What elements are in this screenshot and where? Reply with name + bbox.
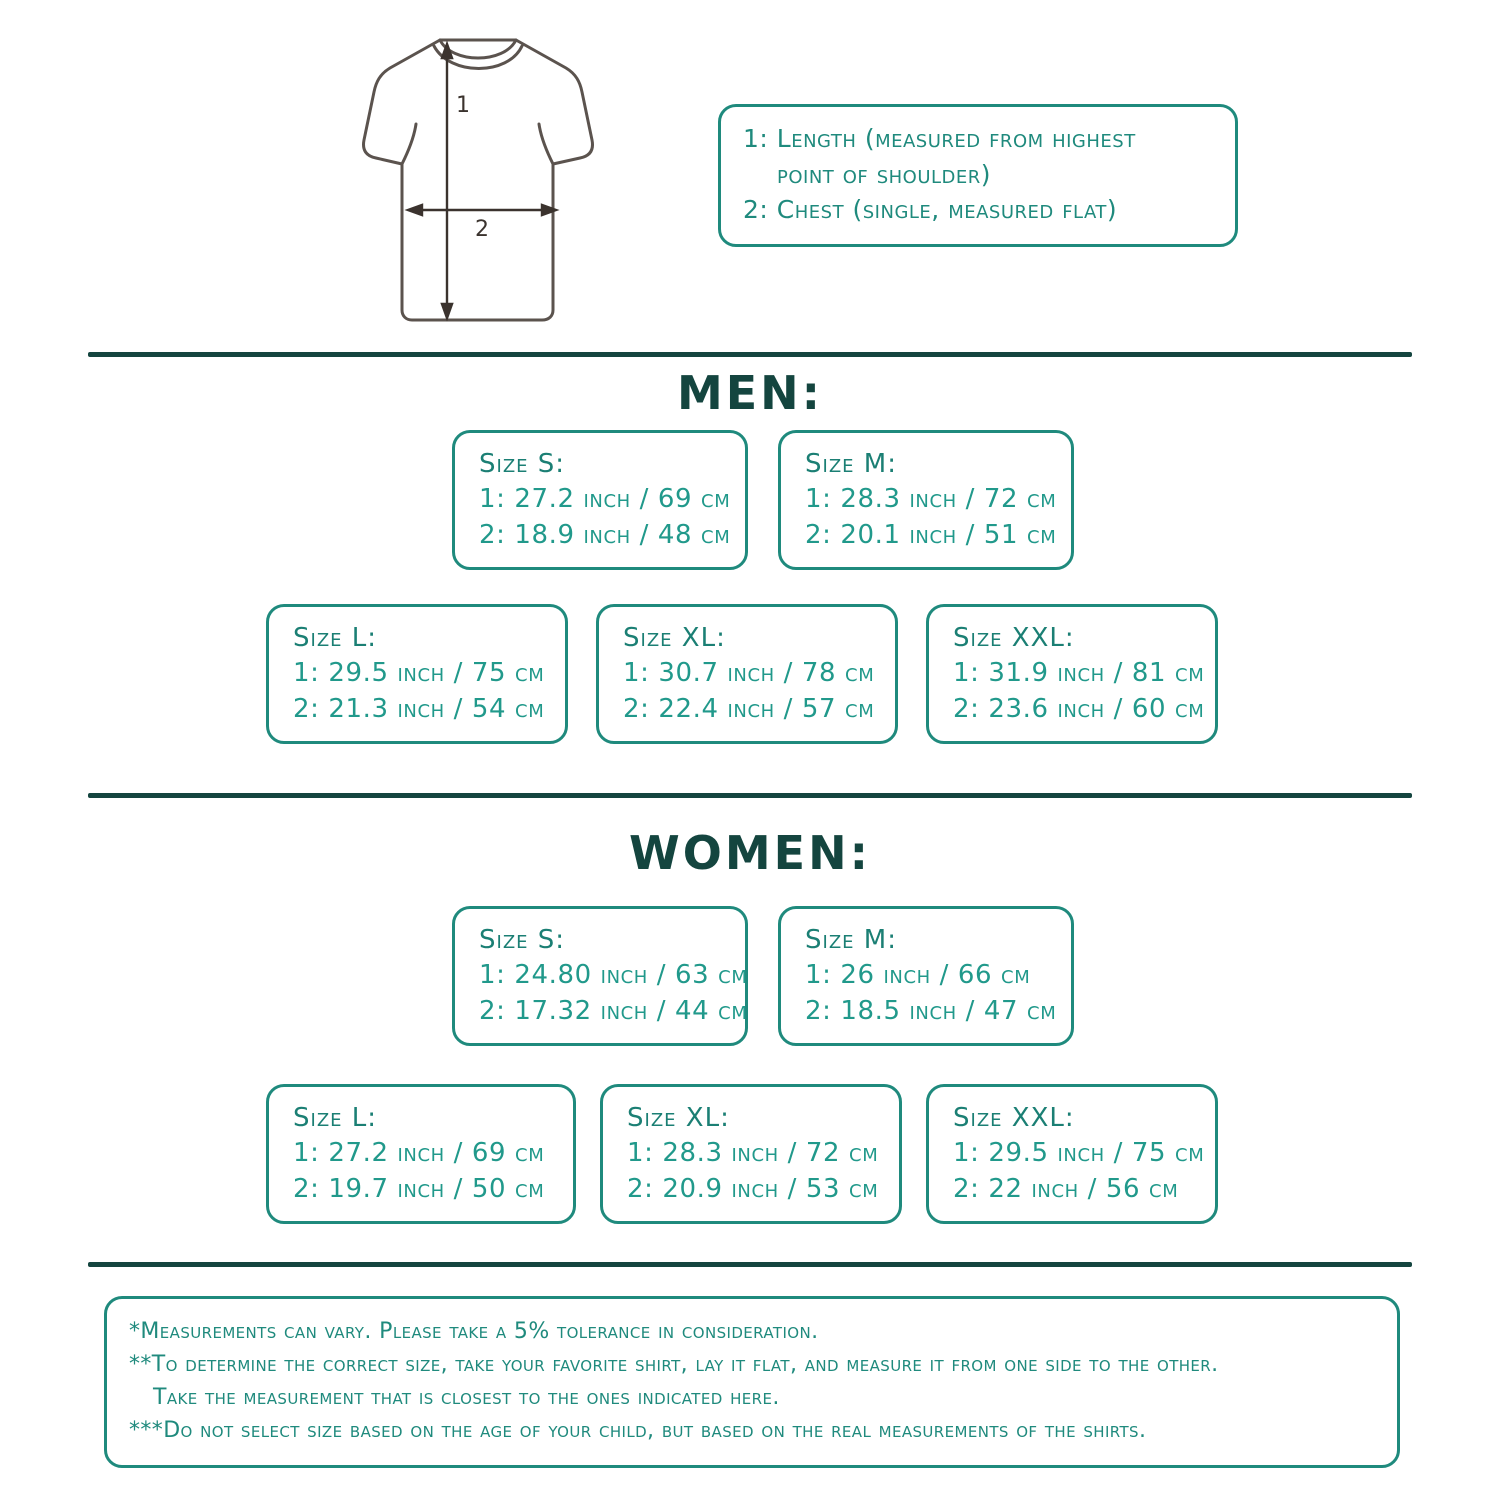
- chest-measurement: 2: 22 inch / 56 cm: [953, 1173, 1179, 1204]
- size-label: Size M:: [805, 449, 897, 479]
- diagram-label-length: 1: [456, 93, 470, 118]
- length-measurement: 1: 27.2 inch / 69 cm: [479, 484, 731, 515]
- legend-line-3: 2: Chest (single, measured flat): [743, 195, 1118, 224]
- size-label: Size L:: [293, 1103, 378, 1133]
- footnote-1: *Measurements can vary. Please take a 5% tolerance in consideration.: [129, 1319, 819, 1344]
- chest-measurement: 2: 19.7 inch / 50 cm: [293, 1173, 545, 1204]
- size-card-women-s: [452, 906, 748, 1046]
- chest-measurement: 2: 18.9 inch / 48 cm: [479, 519, 731, 550]
- footnote-2: **To determine the correct size, take your favorite shirt, lay it flat, and measure it from one side to the other.: [129, 1352, 1219, 1377]
- legend-line-1: 1: Length (measured from highest: [743, 124, 1136, 153]
- legend-box: [718, 104, 1238, 247]
- size-card-women-xl: [600, 1084, 902, 1224]
- chest-measurement: 2: 17.32 inch / 44 cm: [479, 995, 748, 1026]
- chest-measurement: 2: 20.9 inch / 53 cm: [627, 1173, 879, 1204]
- size-label: Size S:: [479, 925, 566, 955]
- size-card-women-xxl: [926, 1084, 1218, 1224]
- size-label: Size M:: [805, 925, 897, 955]
- legend-line-2: point of shoulder): [777, 159, 992, 189]
- length-measurement: 1: 24.80 inch / 63 cm: [479, 960, 748, 991]
- footnote-3: ***Do not select size based on the age of your child, but based on the real measurements of the shirts.: [129, 1418, 1147, 1443]
- size-label: Size XXL:: [953, 623, 1075, 653]
- size-label: Size XL:: [627, 1103, 730, 1133]
- chest-measurement: 2: 21.3 inch / 54 cm: [293, 693, 545, 724]
- size-card-men-xl: [596, 604, 898, 744]
- divider-bottom: [88, 1262, 1412, 1267]
- length-measurement: 1: 28.3 inch / 72 cm: [805, 484, 1057, 515]
- size-card-men-xxl: [926, 604, 1218, 744]
- length-measurement: 1: 28.3 inch / 72 cm: [627, 1138, 879, 1169]
- tshirt-diagram: [330, 20, 650, 330]
- size-label: Size L:: [293, 623, 378, 653]
- size-card-men-m: [778, 430, 1074, 570]
- section-title-men: MEN:: [676, 366, 824, 420]
- length-measurement: 1: 26 inch / 66 cm: [805, 960, 1031, 991]
- size-label: Size XXL:: [953, 1103, 1075, 1133]
- length-measurement: 1: 29.5 inch / 75 cm: [953, 1138, 1205, 1169]
- section-title-women: WOMEN:: [629, 826, 871, 880]
- footnote-2-continued: Take the measurement that is closest to the ones indicated here.: [153, 1385, 780, 1410]
- length-measurement: 1: 30.7 inch / 78 cm: [623, 658, 875, 689]
- length-measurement: 1: 31.9 inch / 81 cm: [953, 658, 1205, 689]
- chest-measurement: 2: 22.4 inch / 57 cm: [623, 693, 875, 724]
- size-card-men-s: [452, 430, 748, 570]
- length-measurement: 1: 29.5 inch / 75 cm: [293, 658, 545, 689]
- chest-measurement: 2: 18.5 inch / 47 cm: [805, 995, 1057, 1026]
- divider-top: [88, 352, 1412, 357]
- chest-measurement: 2: 20.1 inch / 51 cm: [805, 519, 1057, 550]
- chest-measurement: 2: 23.6 inch / 60 cm: [953, 693, 1205, 724]
- legend-area: [0, 0, 1500, 348]
- size-label: Size XL:: [623, 623, 726, 653]
- size-card-women-m: [778, 906, 1074, 1046]
- footnotes-box: [104, 1296, 1400, 1468]
- size-card-women-l: [266, 1084, 576, 1224]
- length-measurement: 1: 27.2 inch / 69 cm: [293, 1138, 545, 1169]
- size-label: Size S:: [479, 449, 566, 479]
- size-card-men-l: [266, 604, 568, 744]
- divider-middle: [88, 793, 1412, 798]
- diagram-label-chest: 2: [475, 217, 489, 242]
